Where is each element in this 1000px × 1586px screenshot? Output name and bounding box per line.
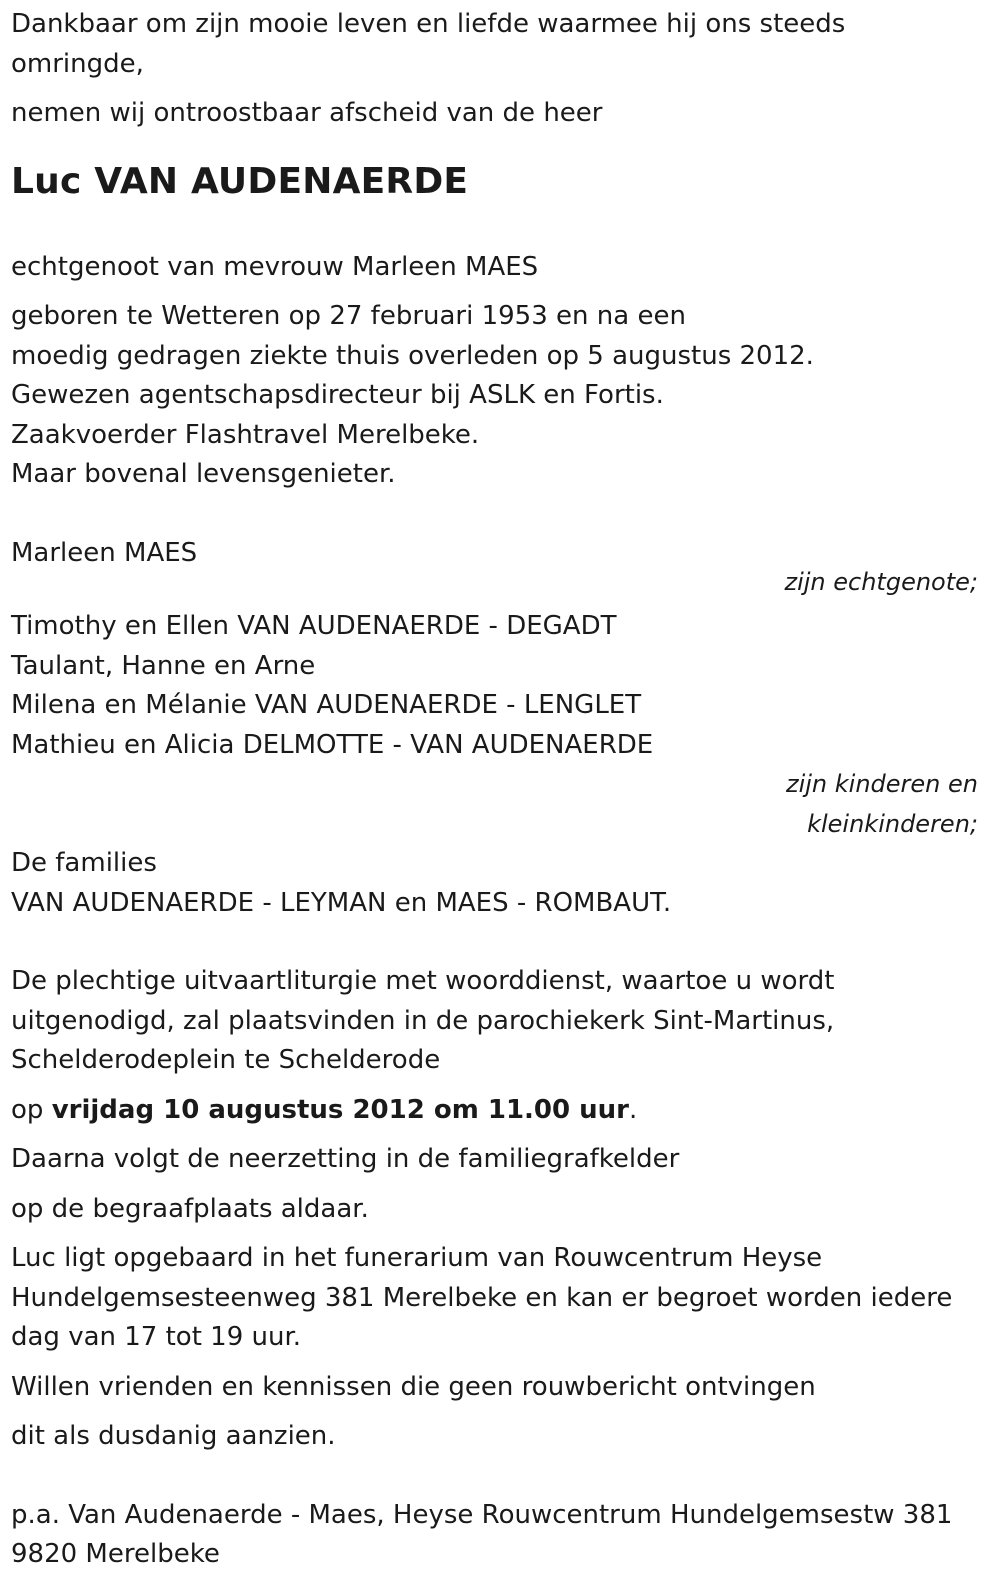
ceremony-date	[11, 1091, 986, 1131]
bio-line: moedig gedragen ziekte thuis overleden op 5 augustus 2012.	[11, 340, 814, 371]
spouse-of-line: echtgenoot van mevrouw Marleen MAES	[11, 251, 539, 282]
families-names: VAN AUDENAERDE - LEYMAN en MAES - ROMBAUT.	[11, 887, 672, 918]
bio-line: Zaakvoerder Flashtravel Merelbeke.	[11, 419, 480, 450]
burial-place: op de begraafplaats aldaar.	[11, 1193, 369, 1224]
viewing-line: Luc ligt opgebaard in het funerarium van Rouwcentrum Heyse	[11, 1243, 823, 1273]
ceremony-text	[11, 962, 986, 1081]
children-list	[11, 607, 986, 765]
child-family: Timothy en Ellen VAN AUDENAERDE - DEGADT	[11, 611, 617, 641]
correspondence-address: p.a. Van Audenaerde - Maes, Heyse Rouwcentrum Hundelgemsestw 381	[11, 1499, 953, 1530]
families-label: De families	[11, 848, 157, 878]
viewing-line: dag van 17 tot 19 uur.	[11, 1322, 302, 1352]
intro-text-2: nemen wij ontroostbaar afscheid van de heer	[11, 98, 603, 128]
children-role-2: kleinkinderen;	[807, 809, 978, 838]
child-family: Taulant, Hanne en Arne	[11, 650, 316, 681]
ceremony-line: Schelderodeplein te Schelderode	[11, 1045, 441, 1075]
biography	[11, 297, 986, 495]
date-suffix: .	[629, 1094, 638, 1125]
notice-text-2: dit als dusdanig aanzien.	[11, 1421, 336, 1451]
deceased-name: Luc VAN AUDENAERDE	[11, 160, 469, 202]
notice-text: Willen vrienden en kennissen die geen rouwbericht ontvingen	[11, 1371, 816, 1402]
bio-line: geboren te Wetteren op 27 februari 1953 en na een	[11, 301, 686, 331]
spouse-name: Marleen MAES	[11, 537, 198, 568]
date-prefix: op	[11, 1094, 52, 1125]
spouse-role: zijn echtgenote;	[784, 568, 978, 596]
obituary-notice	[11, 5, 986, 1575]
child-family: Milena en Mélanie VAN AUDENAERDE - LENGLET	[11, 690, 642, 720]
bio-line: Maar bovenal levensgenieter.	[11, 459, 396, 489]
ceremony-line: uitgenodigd, zal plaatsvinden in de parochiekerk Sint-Martinus,	[11, 1005, 835, 1036]
viewing-line: Hundelgemsesteenweg 381 Merelbeke en kan er begroet worden iedere	[11, 1282, 953, 1313]
correspondence-city: 9820 Merelbeke	[11, 1539, 220, 1569]
viewing-text	[11, 1239, 986, 1358]
children-role: zijn kinderen en	[786, 770, 978, 798]
bio-line: Gewezen agentschapsdirecteur bij ASLK en Fortis.	[11, 380, 664, 410]
intro-text: Dankbaar om zijn mooie leven en liefde waarmee hij ons steeds omringde,	[11, 9, 846, 79]
child-family: Mathieu en Alicia DELMOTTE - VAN AUDENAERDE	[11, 729, 654, 760]
ceremony-datetime: vrijdag 10 augustus 2012 om 11.00 uur	[51, 1094, 630, 1125]
ceremony-line: De plechtige uitvaartliturgie met woorddienst, waartoe u wordt	[11, 966, 835, 996]
burial-text: Daarna volgt de neerzetting in de familiegrafkelder	[11, 1144, 680, 1174]
